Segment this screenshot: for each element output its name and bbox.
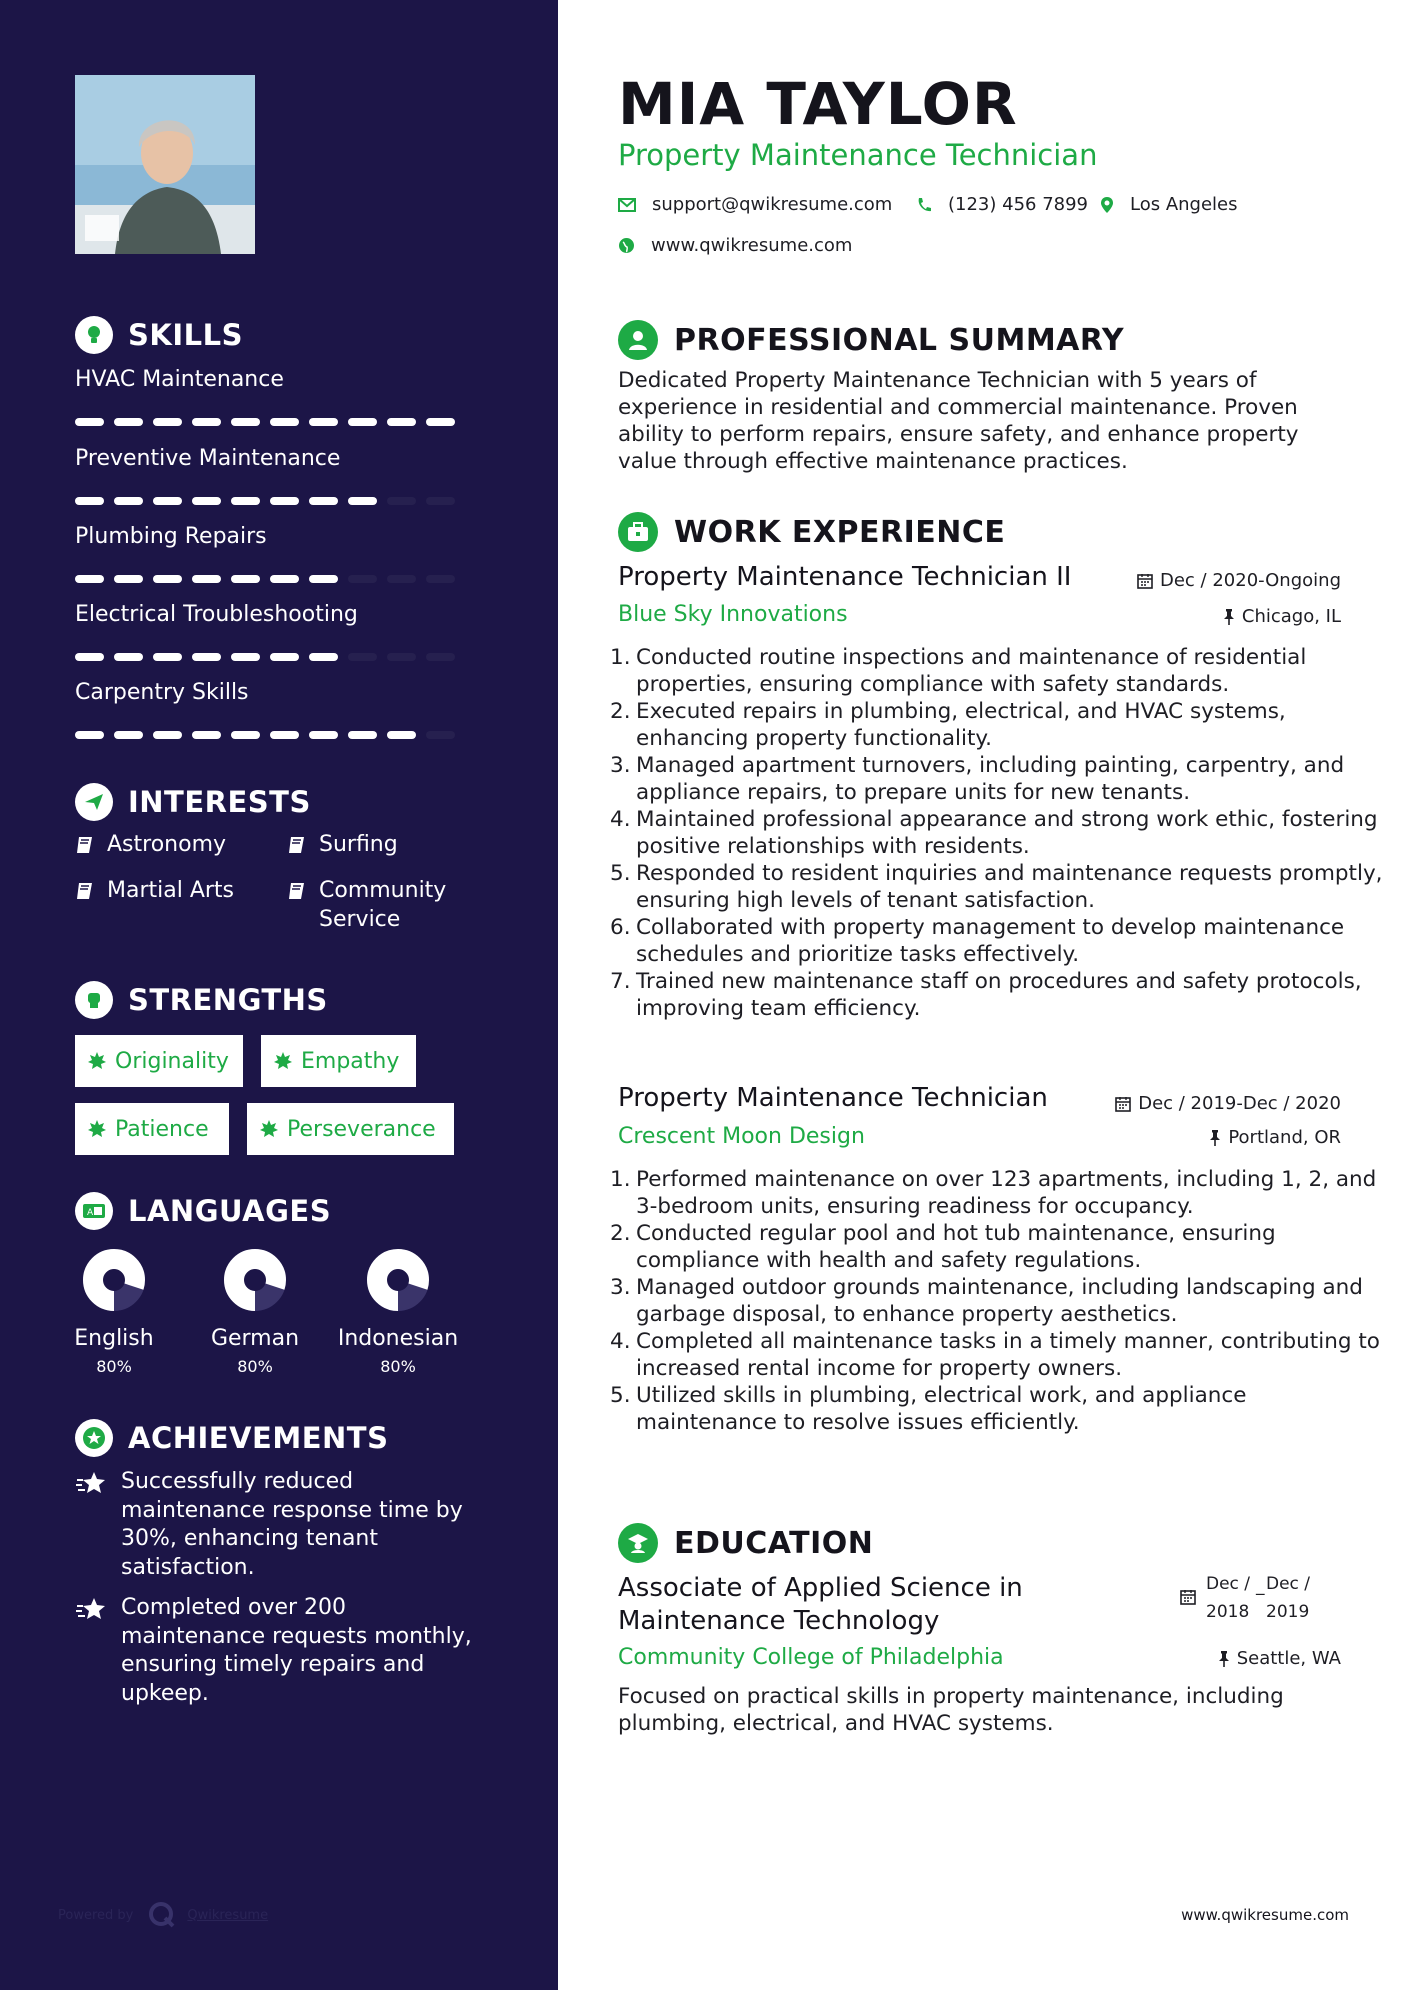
strength-label: Patience [115, 1116, 209, 1142]
strength-label: Empathy [301, 1048, 400, 1074]
job-location [1223, 606, 1341, 627]
job-company: Blue Sky Innovations [618, 602, 848, 627]
interests-heading [75, 782, 311, 822]
skill-level-segment [114, 418, 143, 426]
skill-level-segment [153, 497, 182, 505]
skill-name: Plumbing Repairs [75, 524, 267, 549]
skill-level-segment [270, 653, 299, 661]
website-link[interactable]: www.qwikresume.com [651, 235, 853, 256]
job-dates-text: Dec / 2020-Ongoing [1160, 570, 1341, 591]
job-dates [1137, 570, 1341, 591]
skill-level-segment [426, 575, 455, 583]
skill-item [75, 524, 455, 583]
job-company: Crescent Moon Design [618, 1124, 865, 1149]
skill-level-segment [192, 653, 221, 661]
language-percent: 80% [237, 1357, 273, 1376]
profile-photo [75, 75, 255, 254]
qwikresume-logo-icon [147, 1900, 177, 1930]
skill-level-segment [75, 653, 104, 661]
language-proficiency-ring [82, 1248, 146, 1312]
edu-end-month: Dec / [1266, 1574, 1311, 1594]
book-icon [75, 835, 95, 855]
brand-link[interactable]: Qwikresume [187, 1907, 269, 1923]
main-content [558, 0, 1407, 1990]
skill-level-segment [270, 497, 299, 505]
briefcase-icon [618, 512, 658, 552]
skill-level-segment [348, 418, 377, 426]
skill-level-segment [387, 418, 416, 426]
contact-phone [916, 194, 1088, 215]
language-proficiency-ring [223, 1248, 287, 1312]
job-duties [618, 1166, 1384, 1436]
user-icon [618, 320, 658, 360]
phone-text: (123) 456 7899 [948, 194, 1089, 215]
interest-item [75, 876, 234, 905]
phone-icon [916, 197, 932, 213]
experience-heading [618, 511, 1005, 553]
map-pin-icon [1100, 196, 1114, 214]
interest-item [287, 876, 467, 934]
edu-start-month: Dec / [1206, 1574, 1251, 1594]
skill-level-segment [309, 575, 338, 583]
skill-level-bar [75, 575, 455, 583]
language-item [49, 1248, 179, 1376]
skill-level-segment [270, 731, 299, 739]
achievements-heading [75, 1418, 388, 1458]
job-title: Property Maintenance Technician II [618, 562, 1072, 592]
education-location-text: Seattle, WA [1236, 1648, 1341, 1669]
edu-date-separator: _ [1256, 1576, 1265, 1596]
strength-badge [261, 1035, 416, 1087]
achievement-item [75, 1594, 495, 1708]
skill-level-segment [231, 731, 260, 739]
skill-item [75, 367, 455, 426]
skill-level-bar [75, 418, 455, 426]
interest-item [287, 830, 398, 859]
skill-level-segment [153, 418, 182, 426]
strength-badge [247, 1103, 454, 1155]
skill-level-segment [231, 653, 260, 661]
education-school: Community College of Philadelphia [618, 1645, 1004, 1670]
languages-title: LANGUAGES [128, 1194, 332, 1228]
skill-level-segment [114, 731, 143, 739]
skill-level-segment [348, 731, 377, 739]
shooting-star-icon [75, 1596, 107, 1622]
job-location-text: Chicago, IL [1241, 606, 1341, 627]
envelope-icon [618, 198, 636, 212]
duty-item: Conducted routine inspections and maintenance of residential properties, ensuring compliance with safety standards. [636, 645, 1307, 697]
job-dates [1115, 1093, 1341, 1114]
svg-text:A: A [87, 1208, 94, 1218]
translate-icon [75, 1192, 113, 1230]
book-icon [287, 835, 307, 855]
skill-name: Carpentry Skills [75, 680, 249, 705]
footer-website[interactable]: www.qwikresume.com [1181, 1906, 1349, 1924]
skill-level-segment [387, 731, 416, 739]
education-degree: Associate of Applied Science in Maintenance Technology [618, 1573, 1023, 1636]
skill-level-segment [153, 575, 182, 583]
skill-level-segment [75, 418, 104, 426]
lightbulb-icon [75, 316, 113, 354]
sidebar [0, 0, 558, 1990]
achievement-text: Completed over 200 maintenance requests monthly, ensuring timely repairs and upkeep. [121, 1595, 472, 1706]
job-location [1209, 1127, 1341, 1148]
interest-label: Martial Arts [107, 878, 235, 903]
pushpin-icon [1223, 608, 1235, 626]
skill-level-segment [387, 575, 416, 583]
skill-level-segment [309, 653, 338, 661]
job-location-text: Portland, OR [1228, 1127, 1341, 1148]
education-title: EDUCATION [674, 1525, 874, 1561]
language-name: German [210, 1326, 300, 1351]
skills-title: SKILLS [128, 318, 243, 352]
duty-item: Collaborated with property management to develop maintenance schedules and prioritize tasks effectively. [636, 915, 1345, 967]
summary-title: PROFESSIONAL SUMMARY [674, 322, 1125, 358]
skill-level-segment [231, 575, 260, 583]
badge-icon [87, 1051, 107, 1071]
skill-item [75, 446, 455, 505]
skill-level-segment [231, 418, 260, 426]
skill-level-segment [153, 653, 182, 661]
skill-level-segment [348, 575, 377, 583]
duty-item: Executed repairs in plumbing, electrical, and HVAC systems, enhancing property functionality. [636, 699, 1286, 751]
duty-item: Completed all maintenance tasks in a timely manner, contributing to increased rental income for property owners. [636, 1329, 1380, 1381]
education-heading [618, 1522, 873, 1564]
experience-title: WORK EXPERIENCE [674, 514, 1006, 550]
contact-location [1100, 194, 1238, 215]
contact-website [618, 235, 852, 256]
skill-level-segment [270, 418, 299, 426]
book-icon [287, 881, 307, 901]
skill-level-segment [387, 497, 416, 505]
email-link[interactable]: support@qwikresume.com [652, 194, 893, 215]
job-title: Property Maintenance Technician [618, 1083, 1048, 1113]
language-proficiency-ring [366, 1248, 430, 1312]
strength-badge [75, 1035, 243, 1087]
skill-level-segment [426, 653, 455, 661]
language-percent: 80% [380, 1357, 416, 1376]
skill-level-segment [426, 731, 455, 739]
skill-level-segment [270, 575, 299, 583]
skill-level-segment [387, 653, 416, 661]
duty-item: Maintained professional appearance and strong work ethic, fostering positive relationships with residents. [636, 807, 1378, 859]
duty-item: Responded to resident inquiries and maintenance requests promptly, ensuring high levels of tenant satisfaction. [636, 861, 1383, 913]
candidate-role: Property Maintenance Technician [618, 138, 1098, 172]
skill-level-segment [75, 575, 104, 583]
skill-level-segment [231, 497, 260, 505]
language-percent: 80% [96, 1357, 132, 1376]
graduate-icon [618, 1523, 658, 1563]
skill-level-segment [75, 497, 104, 505]
pushpin-icon [1209, 1129, 1221, 1147]
duty-item: Trained new maintenance staff on procedures and safety protocols, improving team efficiency. [636, 969, 1362, 1021]
skill-level-bar [75, 731, 455, 739]
interest-label: Astronomy [107, 832, 227, 857]
paper-plane-icon [75, 783, 113, 821]
skill-level-segment [114, 575, 143, 583]
calendar-icon [1137, 573, 1153, 589]
achievement-item [75, 1468, 495, 1582]
job-duties [618, 644, 1384, 1022]
calendar-icon [1180, 1589, 1196, 1605]
summary-text: Dedicated Property Maintenance Technician with 5 years of experience in residential and commercial maintenance. Proven ability to perform repairs, ensure safety, and enhance property value through effective maintenance practices. [618, 368, 1299, 474]
skill-level-segment [153, 731, 182, 739]
language-name: Indonesian [337, 1326, 459, 1351]
shooting-star-icon [75, 1470, 107, 1496]
education-description: Focused on practical skills in property maintenance, including plumbing, electrical, and HVAC systems. [618, 1684, 1284, 1736]
summary-heading [618, 319, 1124, 361]
interest-item [75, 830, 226, 859]
skill-name: Electrical Troubleshooting [75, 602, 358, 627]
skill-level-bar [75, 497, 455, 505]
skill-level-segment [309, 497, 338, 505]
edu-end-year: 2019 [1266, 1602, 1310, 1622]
strength-badge [75, 1103, 229, 1155]
skill-name: HVAC Maintenance [75, 367, 284, 392]
skill-name: Preventive Maintenance [75, 446, 341, 471]
skill-level-segment [114, 497, 143, 505]
skill-level-segment [309, 731, 338, 739]
skill-level-segment [192, 731, 221, 739]
skills-heading [75, 315, 243, 355]
globe-icon [618, 237, 635, 254]
badge-icon [87, 1119, 107, 1139]
achievements-title: ACHIEVEMENTS [128, 1421, 389, 1455]
duty-item: Managed apartment turnovers, including painting, carpentry, and appliance repairs, to prepare units for new tenants. [636, 753, 1345, 805]
language-name: English [74, 1326, 154, 1351]
skill-level-segment [348, 653, 377, 661]
skill-level-segment [75, 731, 104, 739]
duty-item: Utilized skills in plumbing, electrical work, and appliance maintenance to resolve issues efficiently. [636, 1383, 1247, 1435]
calendar-icon [1115, 1096, 1131, 1112]
candidate-name: MIA TAYLOR [618, 70, 1018, 138]
powered-by-label: Powered by [58, 1907, 134, 1923]
edu-start-year: 2018 [1206, 1602, 1250, 1622]
skill-level-segment [426, 497, 455, 505]
duty-item: Conducted regular pool and hot tub maintenance, ensuring compliance with health and safety regulations. [636, 1221, 1276, 1273]
pushpin-icon [1218, 1650, 1230, 1668]
skill-item [75, 680, 455, 739]
strengths-title: STRENGTHS [128, 983, 328, 1017]
fist-icon [75, 981, 113, 1019]
skill-level-segment [192, 575, 221, 583]
strength-label: Perseverance [287, 1116, 436, 1142]
language-item [333, 1248, 463, 1376]
location-text: Los Angeles [1130, 194, 1238, 215]
skill-item [75, 602, 455, 661]
language-item [190, 1248, 320, 1376]
interest-label: Surfing [319, 832, 398, 857]
powered-by [58, 1900, 268, 1930]
skill-level-segment [348, 497, 377, 505]
skill-level-segment [114, 653, 143, 661]
skill-level-bar [75, 653, 455, 661]
skill-level-segment [309, 418, 338, 426]
badge-icon [259, 1119, 279, 1139]
strength-label: Originality [115, 1048, 229, 1074]
interest-label: Community Service [319, 878, 447, 932]
strengths-heading [75, 980, 328, 1020]
skill-level-segment [192, 418, 221, 426]
badge-icon [273, 1051, 293, 1071]
interests-title: INTERESTS [128, 785, 311, 819]
duty-item: Performed maintenance on over 123 apartments, including 1, 2, and 3-bedroom units, ensuring readiness for occupancy. [636, 1167, 1377, 1219]
achievement-text: Successfully reduced maintenance response time by 30%, enhancing tenant satisfaction. [121, 1469, 463, 1580]
star-icon [75, 1419, 113, 1457]
duty-item: Managed outdoor grounds maintenance, including landscaping and garbage disposal, to enhance property aesthetics. [636, 1275, 1363, 1327]
skill-level-segment [426, 418, 455, 426]
education-location [1218, 1648, 1341, 1669]
skill-level-segment [192, 497, 221, 505]
contact-email [618, 194, 892, 215]
languages-heading [75, 1191, 331, 1231]
book-icon [75, 881, 95, 901]
job-dates-text: Dec / 2019-Dec / 2020 [1138, 1093, 1341, 1114]
